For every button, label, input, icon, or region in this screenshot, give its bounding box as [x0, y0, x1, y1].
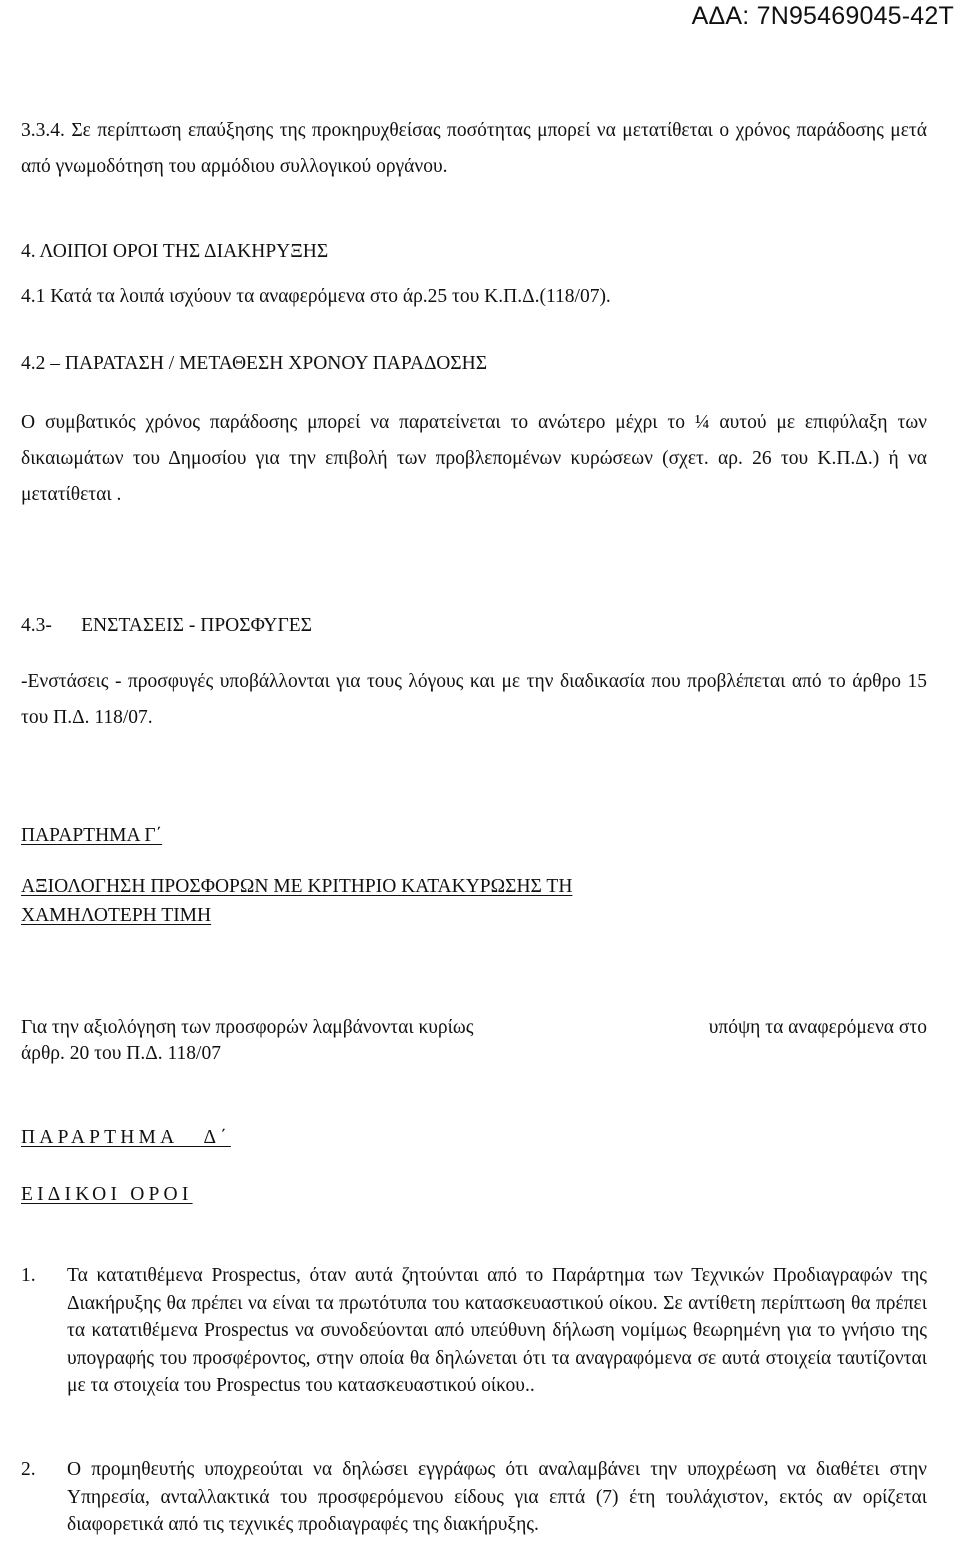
annex-d-subtitle: ΕΙΔΙΚΟΙ ΟΡΟΙ — [21, 1184, 193, 1205]
list-item-2 — [21, 1456, 927, 1539]
annex-d-title: ΠΑΡΑΡΤΗΜΑ Δ΄ — [21, 1127, 231, 1148]
annex-c-subtitle-1: ΑΞΙΟΛΟΓΗΣΗ ΠΡΟΣΦΟΡΩΝ ΜΕ ΚΡΙΤΗΡΙΟ ΚΑΤΑΚΥΡΩΣΗΣ ΤΗ — [21, 876, 573, 897]
list-item-number: 2. — [21, 1459, 36, 1480]
annex-c-title: ΠΑΡΑΡΤΗΜΑ Γ΄ — [21, 825, 163, 846]
list-item-number: 1. — [21, 1265, 36, 1286]
list-item-text: Ο προμηθευτής υποχρεούται να δηλώσει εγγράφως ότι αναλαμβάνει την υποχρέωση να διαθέτει στην Υπηρεσία, ανταλλακτικά του προσφερόμενου είδους για επτά (7) έτη τουλάχιστον, εκτός αν ορίζεται διαφορετικά από τις τεχνικές προδιαγραφές της διακήρυξης. — [67, 1459, 927, 1535]
annex-c-body-right: υπόψη τα αναφερόμενα στο — [708, 1017, 927, 1038]
annex-c-subtitle-2: ΧΑΜΗΛΟΤΕΡΗ ΤΙΜΗ — [21, 905, 212, 926]
list-item-1 — [21, 1262, 927, 1400]
list-item-text: Τα κατατιθέμενα Prospectus, όταν αυτά ζητούνται από το Παράρτημα των Τεχνικών Προδιαγραφών της Διακήρυξης θα πρέπει να είναι τα πρωτότυπα του κατασκευαστικού οίκου. Σε αντίθετη περίπτωση θα πρέπει τα κατατιθέμενα Prospectus να συνοδεύονται από υπεύθυνη δήλωση νομίμως θεωρημένη για το γνήσιο της υπογραφής του προσφέροντος, στην οποία θα δηλώνεται ότι τα αναγραφόμενα σε αυτά στοιχεία ταυτίζονται με τα στοιχεία του Prospectus του κατασκευαστικού οίκου.. — [67, 1265, 927, 1396]
section-4-1: 4.1 Κατά τα λοιπά ισχύουν τα αναφερόμενα στο άρ.25 του Κ.Π.Δ.(118/07). — [21, 286, 611, 307]
annex-c-body-line2: άρθρ. 20 του Π.Δ. 118/07 — [21, 1043, 221, 1064]
section-4-3-text: -Ενστάσεις - προσφυγές υποβάλλονται για τους λόγους και με την διαδικασία που προβλέπεται από το άρθρο 15 του Π.Δ. 118/07. — [21, 671, 927, 728]
section-4-2-text: Ο συμβατικός χρόνος παράδοσης μπορεί να παρατείνεται το ανώτερο μέχρι το ¼ αυτού με επιφύλαξη των δικαιωμάτων του Δημοσίου για την επιβολή των προβλεπομένων κυρώσεων (σχετ. αρ. 26 του Κ.Π.Δ.) ή να μετατίθεται . — [21, 412, 927, 505]
annex-c-body — [21, 1015, 927, 1067]
section-4-2-heading: 4.2 – ΠΑΡΑΤΑΣΗ / ΜΕΤΑΘΕΣΗ ΧΡΟΝΟΥ ΠΑΡΑΔΟΣΗΣ — [21, 353, 488, 374]
section-4-heading: 4. ΛΟΙΠΟΙ ΟΡΟΙ ΤΗΣ ΔΙΑΚΗΡΥΞΗΣ — [21, 241, 329, 262]
ada-code: ΑΔΑ: 7Ν95469045-42Τ — [691, 2, 954, 30]
annex-c-body-left: Για την αξιολόγηση των προσφορών λαμβάνονται κυρίως — [21, 1017, 474, 1038]
section-4-3-heading: 4.3- ΕΝΣΤΑΣΕΙΣ - ΠΡΟΣΦΥΓΕΣ — [21, 615, 313, 636]
section-3-3-4: 3.3.4. Σε περίπτωση επαύξησης της προκηρυχθείσας ποσότητας μπορεί να μετατίθεται ο χρόνος παράδοσης μετά από γνωμοδότηση του αρμόδιου συλλογικού οργάνου. — [21, 120, 927, 177]
